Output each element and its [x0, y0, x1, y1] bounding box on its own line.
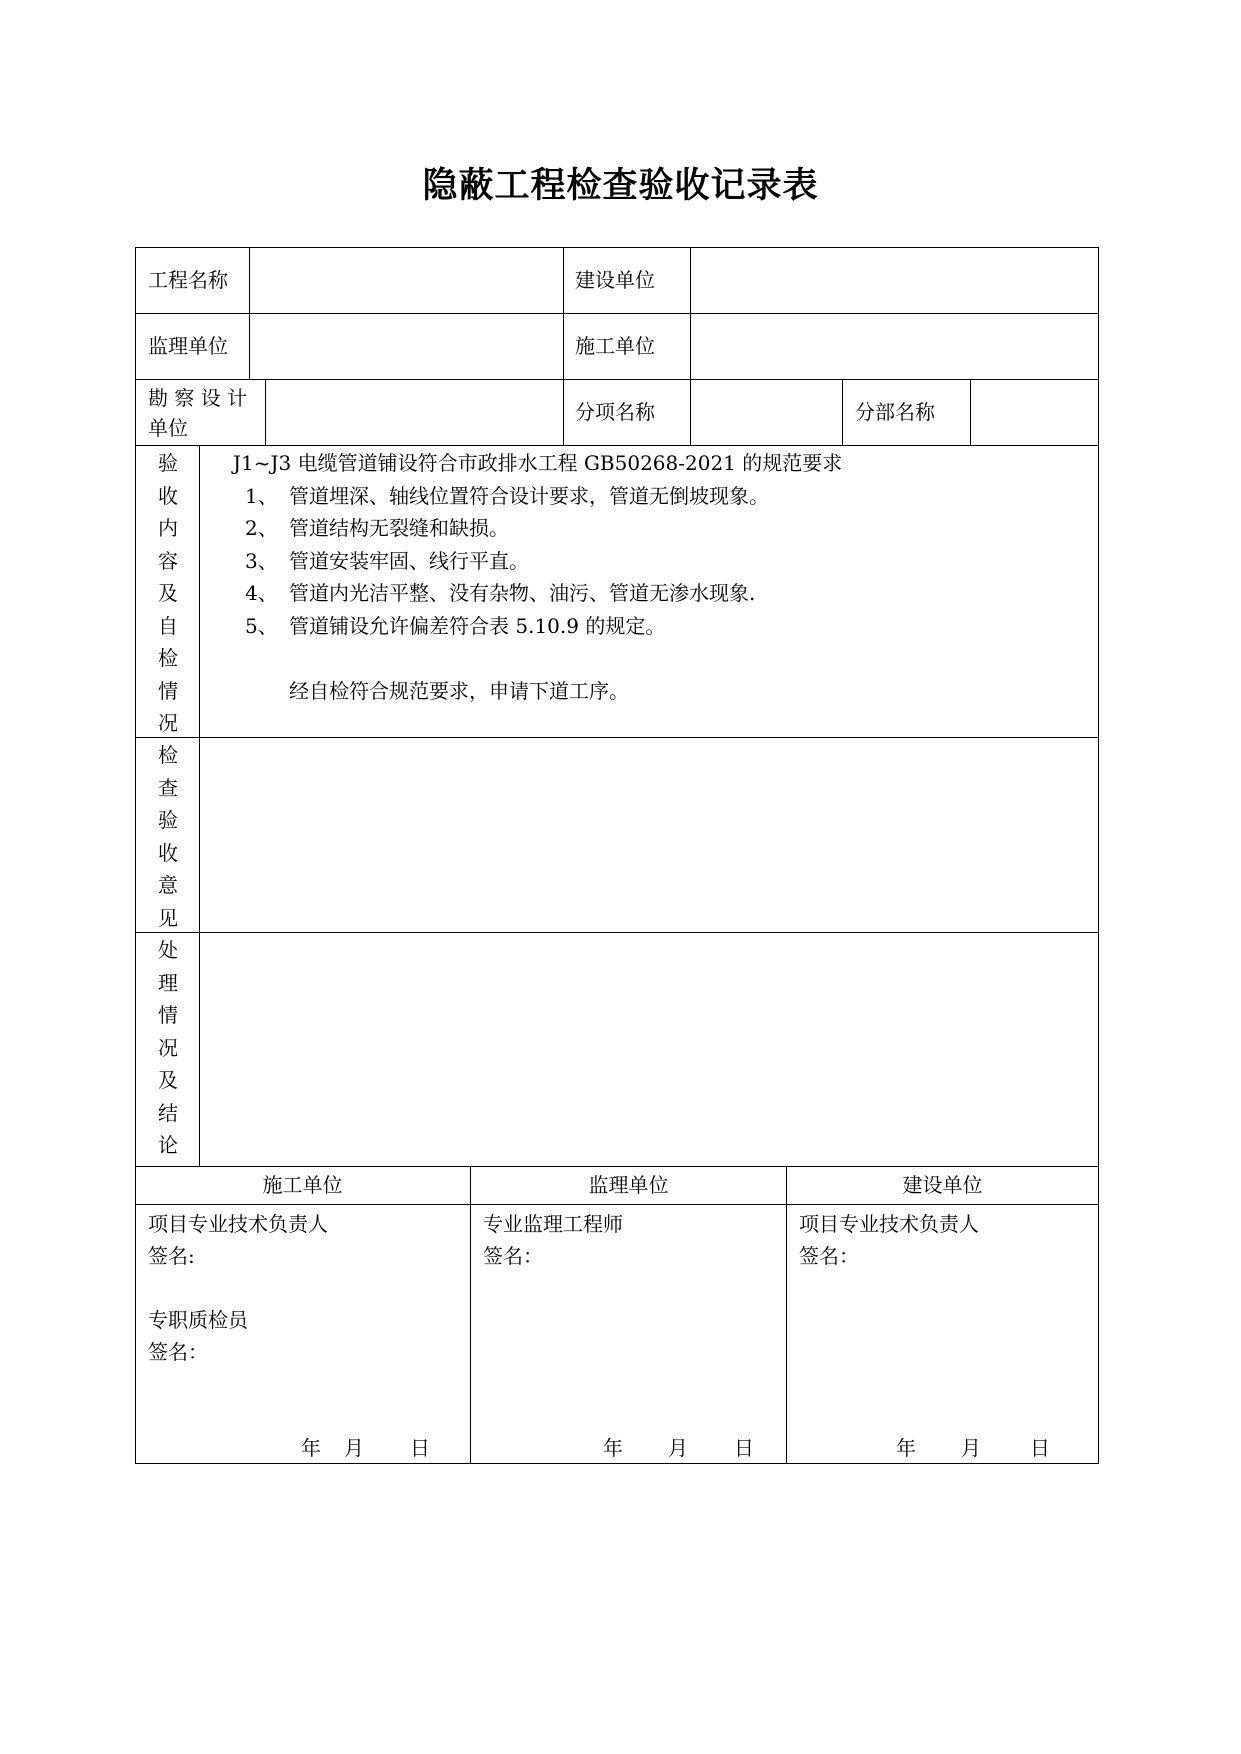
- row-divider: [135, 445, 1099, 446]
- label-char: 情: [158, 1003, 178, 1027]
- signature-header-owner: 建设单位: [902, 1173, 983, 1197]
- contractor-tech-lead-label: 项目专业技术负责人: [148, 1212, 328, 1236]
- inspection-section-label: [153, 447, 183, 740]
- contractor-tech-lead-signature[interactable]: 签名:: [148, 1244, 195, 1268]
- label-char: 况: [158, 711, 178, 735]
- label-char: 见: [158, 905, 178, 930]
- inspection-item-text: 管道内光洁平整、没有杂物、油污、管道无渗水现象.: [289, 581, 756, 605]
- inspection-item-num: 4、: [245, 581, 278, 605]
- label-char: 及: [158, 1068, 178, 1092]
- row-divider: [135, 1204, 1099, 1205]
- supervision-engineer-signature[interactable]: 签名：: [483, 1244, 543, 1268]
- contractor-date-month: 月: [344, 1436, 364, 1460]
- owner-tech-lead-label: 项目专业技术负责人: [799, 1212, 979, 1236]
- col-divider: [563, 247, 564, 445]
- owner-tech-lead-signature[interactable]: 签名：: [799, 1244, 859, 1268]
- inspection-item-text: 管道埋深、轴线位置符合设计要求，管道无倒坡现象。: [289, 484, 769, 508]
- inspection-item-num: 1、: [245, 484, 278, 508]
- label-char: 查: [158, 775, 178, 800]
- label-char: 及: [158, 581, 178, 605]
- label-char: 论: [158, 1133, 178, 1157]
- acceptance-opinion-label: [153, 739, 183, 934]
- table-border-right: [1098, 247, 1099, 1464]
- document-title: 隐蔽工程检查验收记录表: [422, 166, 819, 206]
- label-char: 意: [158, 873, 178, 897]
- contractor-date-day: 日: [410, 1436, 430, 1460]
- contractor-quality-inspector-label: 专职质检员: [148, 1308, 248, 1332]
- label-char: 收: [158, 483, 178, 508]
- label-char: 内: [158, 516, 178, 540]
- label-char: 验: [158, 451, 178, 475]
- survey-design-label-line1: 勘 察 设 计: [148, 386, 248, 410]
- col-divider: [970, 379, 971, 445]
- project-name-label: 工程名称: [148, 268, 228, 292]
- sub-item-label: 分项名称: [575, 400, 655, 424]
- supervision-engineer-label: 专业监理工程师: [483, 1212, 623, 1236]
- col-divider: [470, 1166, 471, 1464]
- row-divider: [135, 737, 1099, 738]
- label-char: 验: [158, 808, 178, 832]
- inspection-item-num: 2、: [245, 516, 278, 540]
- sub-division-label: 分部名称: [855, 400, 935, 424]
- row-divider: [135, 932, 1099, 933]
- col-divider: [842, 379, 843, 445]
- inspection-item-text: 管道铺设允许偏差符合表 5.10.9 的规定。: [289, 614, 666, 638]
- supervision-date-month: 月: [668, 1436, 688, 1460]
- table-border-bottom: [135, 1463, 1099, 1464]
- label-char: 情: [158, 678, 178, 703]
- col-divider: [199, 445, 200, 1166]
- col-divider: [690, 247, 691, 445]
- inspection-item-num: 5、: [245, 614, 278, 638]
- col-divider: [265, 379, 266, 445]
- col-divider: [249, 247, 250, 379]
- handling-conclusion-label: [153, 934, 183, 1162]
- contractor-label: 施工单位: [575, 334, 655, 358]
- inspection-item-text: 管道结构无裂缝和缺损。: [289, 516, 509, 540]
- label-char: 自: [158, 613, 178, 638]
- inspection-item-text: 管道安装牢固、线行平直。: [289, 549, 529, 573]
- contractor-quality-inspector-signature[interactable]: 签名：: [148, 1340, 208, 1364]
- label-char: 检: [158, 646, 178, 670]
- row-divider: [135, 1166, 1099, 1167]
- inspection-item-num: 3、: [245, 549, 278, 573]
- label-char: 况: [158, 1035, 178, 1060]
- supervision-date-day: 日: [734, 1436, 754, 1460]
- inspection-conclusion: 经自检符合规范要求，申请下道工序。: [289, 679, 629, 703]
- owner-date-year: 年: [896, 1436, 916, 1460]
- row-divider: [135, 379, 1099, 380]
- table-border-left: [135, 247, 136, 1464]
- label-char: 容: [158, 548, 178, 573]
- owner-date-month: 月: [961, 1436, 981, 1460]
- inspection-intro: J1~J3 电缆管道铺设符合市政排水工程 GB50268-2021 的规范要求: [233, 451, 843, 475]
- table-border-top: [135, 247, 1099, 248]
- contractor-date-year: 年: [301, 1436, 321, 1460]
- col-divider: [786, 1166, 787, 1464]
- supervision-unit-label: 监理单位: [148, 334, 228, 358]
- label-char: 收: [158, 840, 178, 865]
- survey-design-label-line2: 单位: [148, 416, 188, 440]
- label-char: 理: [158, 970, 178, 995]
- signature-header-supervision: 监理单位: [588, 1173, 669, 1197]
- construction-owner-label: 建设单位: [575, 268, 655, 292]
- owner-date-day: 日: [1030, 1436, 1050, 1460]
- signature-header-contractor: 施工单位: [262, 1173, 343, 1197]
- label-char: 结: [158, 1100, 178, 1125]
- row-divider: [135, 313, 1099, 314]
- label-char: 检: [158, 743, 178, 767]
- supervision-date-year: 年: [603, 1436, 623, 1460]
- label-char: 处: [158, 938, 178, 962]
